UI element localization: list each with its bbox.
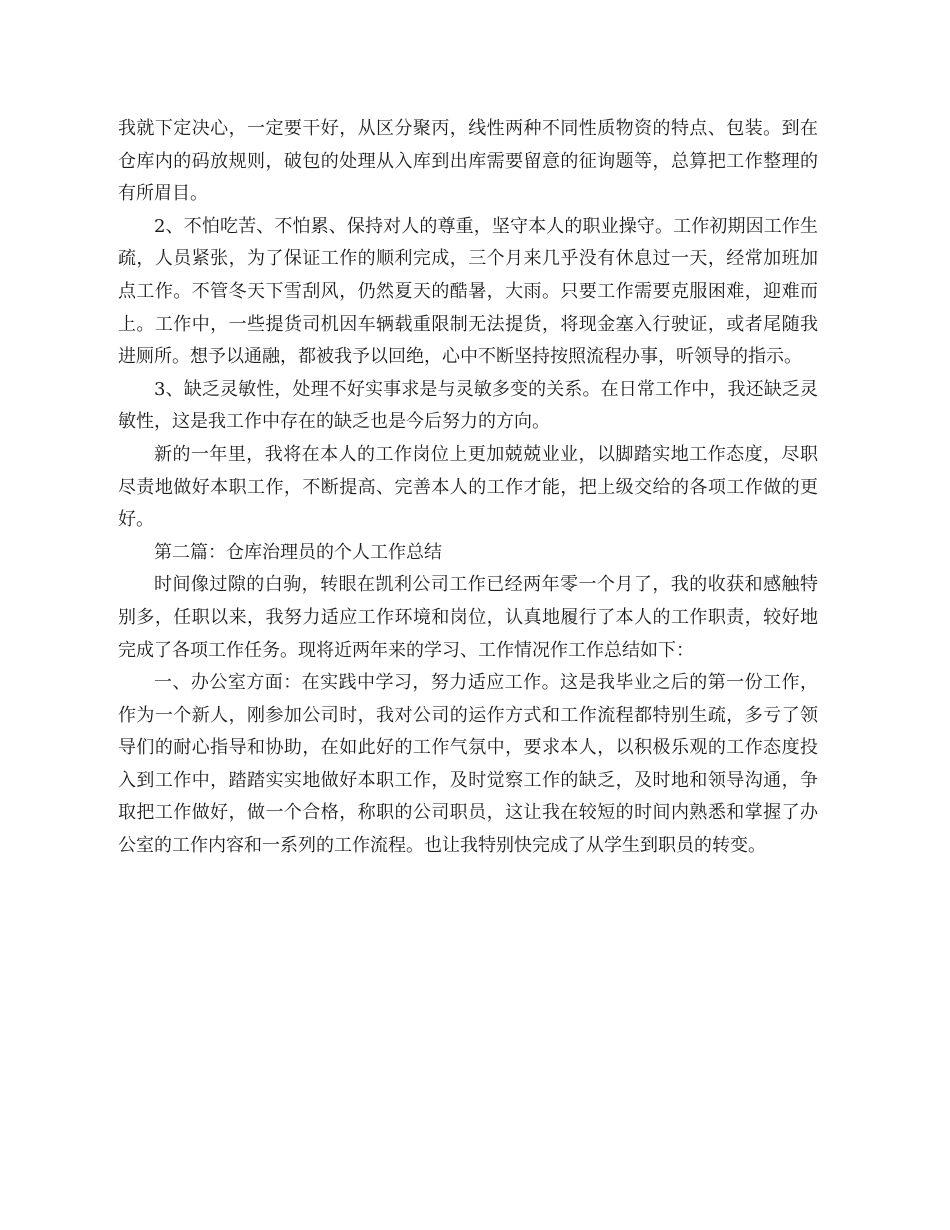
document-body	[118, 113, 818, 863]
paragraph-7: 一、办公室方面：在实践中学习，努力适应工作。这是我毕业之后的第一份工作，作为一个新人，刚参加公司时，我对公司的运作方式和工作流程都特别生疏，多亏了领导们的耐心指导和协助，在如此好的工作气氛中，要求本人，以积极乐观的工作态度投入到工作中，踏踏实实地做好本职工作，及时觉察工作的缺乏，及时地和领导沟通，争取把工作做好，做一个合格，称职的公司职员，这让我在较短的时间内熟悉和掌握了办公室的工作内容和一系列的工作流程。也让我特别快完成了从学生到职员的转变。	[118, 672, 818, 857]
section-heading: 第二篇：仓库治理员的个人工作总结	[154, 541, 442, 563]
paragraph-4: 新的一年里，我将在本人的工作岗位上更加兢兢业业，以脚踏实地工作态度，尽职尽责地做好本职工作，不断提高、完善本人的工作才能，把上级交给的各项工作做的更好。	[118, 443, 818, 531]
paragraph-6: 时间像过隙的白驹，转眼在凯利公司工作已经两年零一个月了，我的收获和感触特别多，任职以来，我努力适应工作环境和岗位，认真地履行了本人的工作职责，较好地完成了各项工作任务。现将近两年来的学习、工作情况作工作总结如下：	[118, 574, 818, 661]
paragraph-2: 2、不怕吃苦、不怕累、保持对人的尊重，坚守本人的职业操守。工作初期因工作生疏，人员紧张，为了保证工作的顺利完成，三个月来几乎没有休息过一天，经常加班加点工作。不管冬天下雪刮风，仍然夏天的酷暑，大雨。只要工作需要克服困难，迎难而上。工作中，一些提货司机因车辆载重限制无法提货，将现金塞入行驶证，或者尾随我进厕所。想予以通融，都被我予以回绝，心中不断坚持按照流程办事，听领导的指示。	[118, 215, 818, 368]
paragraph-3: 3、缺乏灵敏性，处理不好实事求是与灵敏多变的关系。在日常工作中，我还缺乏灵敏性，这是我工作中存在的缺乏也是今后努力的方向。	[118, 378, 818, 433]
paragraph-1: 我就下定决心，一定要干好，从区分聚丙，线性两种不同性质物资的特点、包装。到在仓库内的码放规则，破包的处理从入库到出库需要留意的征询题等，总算把工作整理的有所眉目。	[118, 118, 818, 205]
